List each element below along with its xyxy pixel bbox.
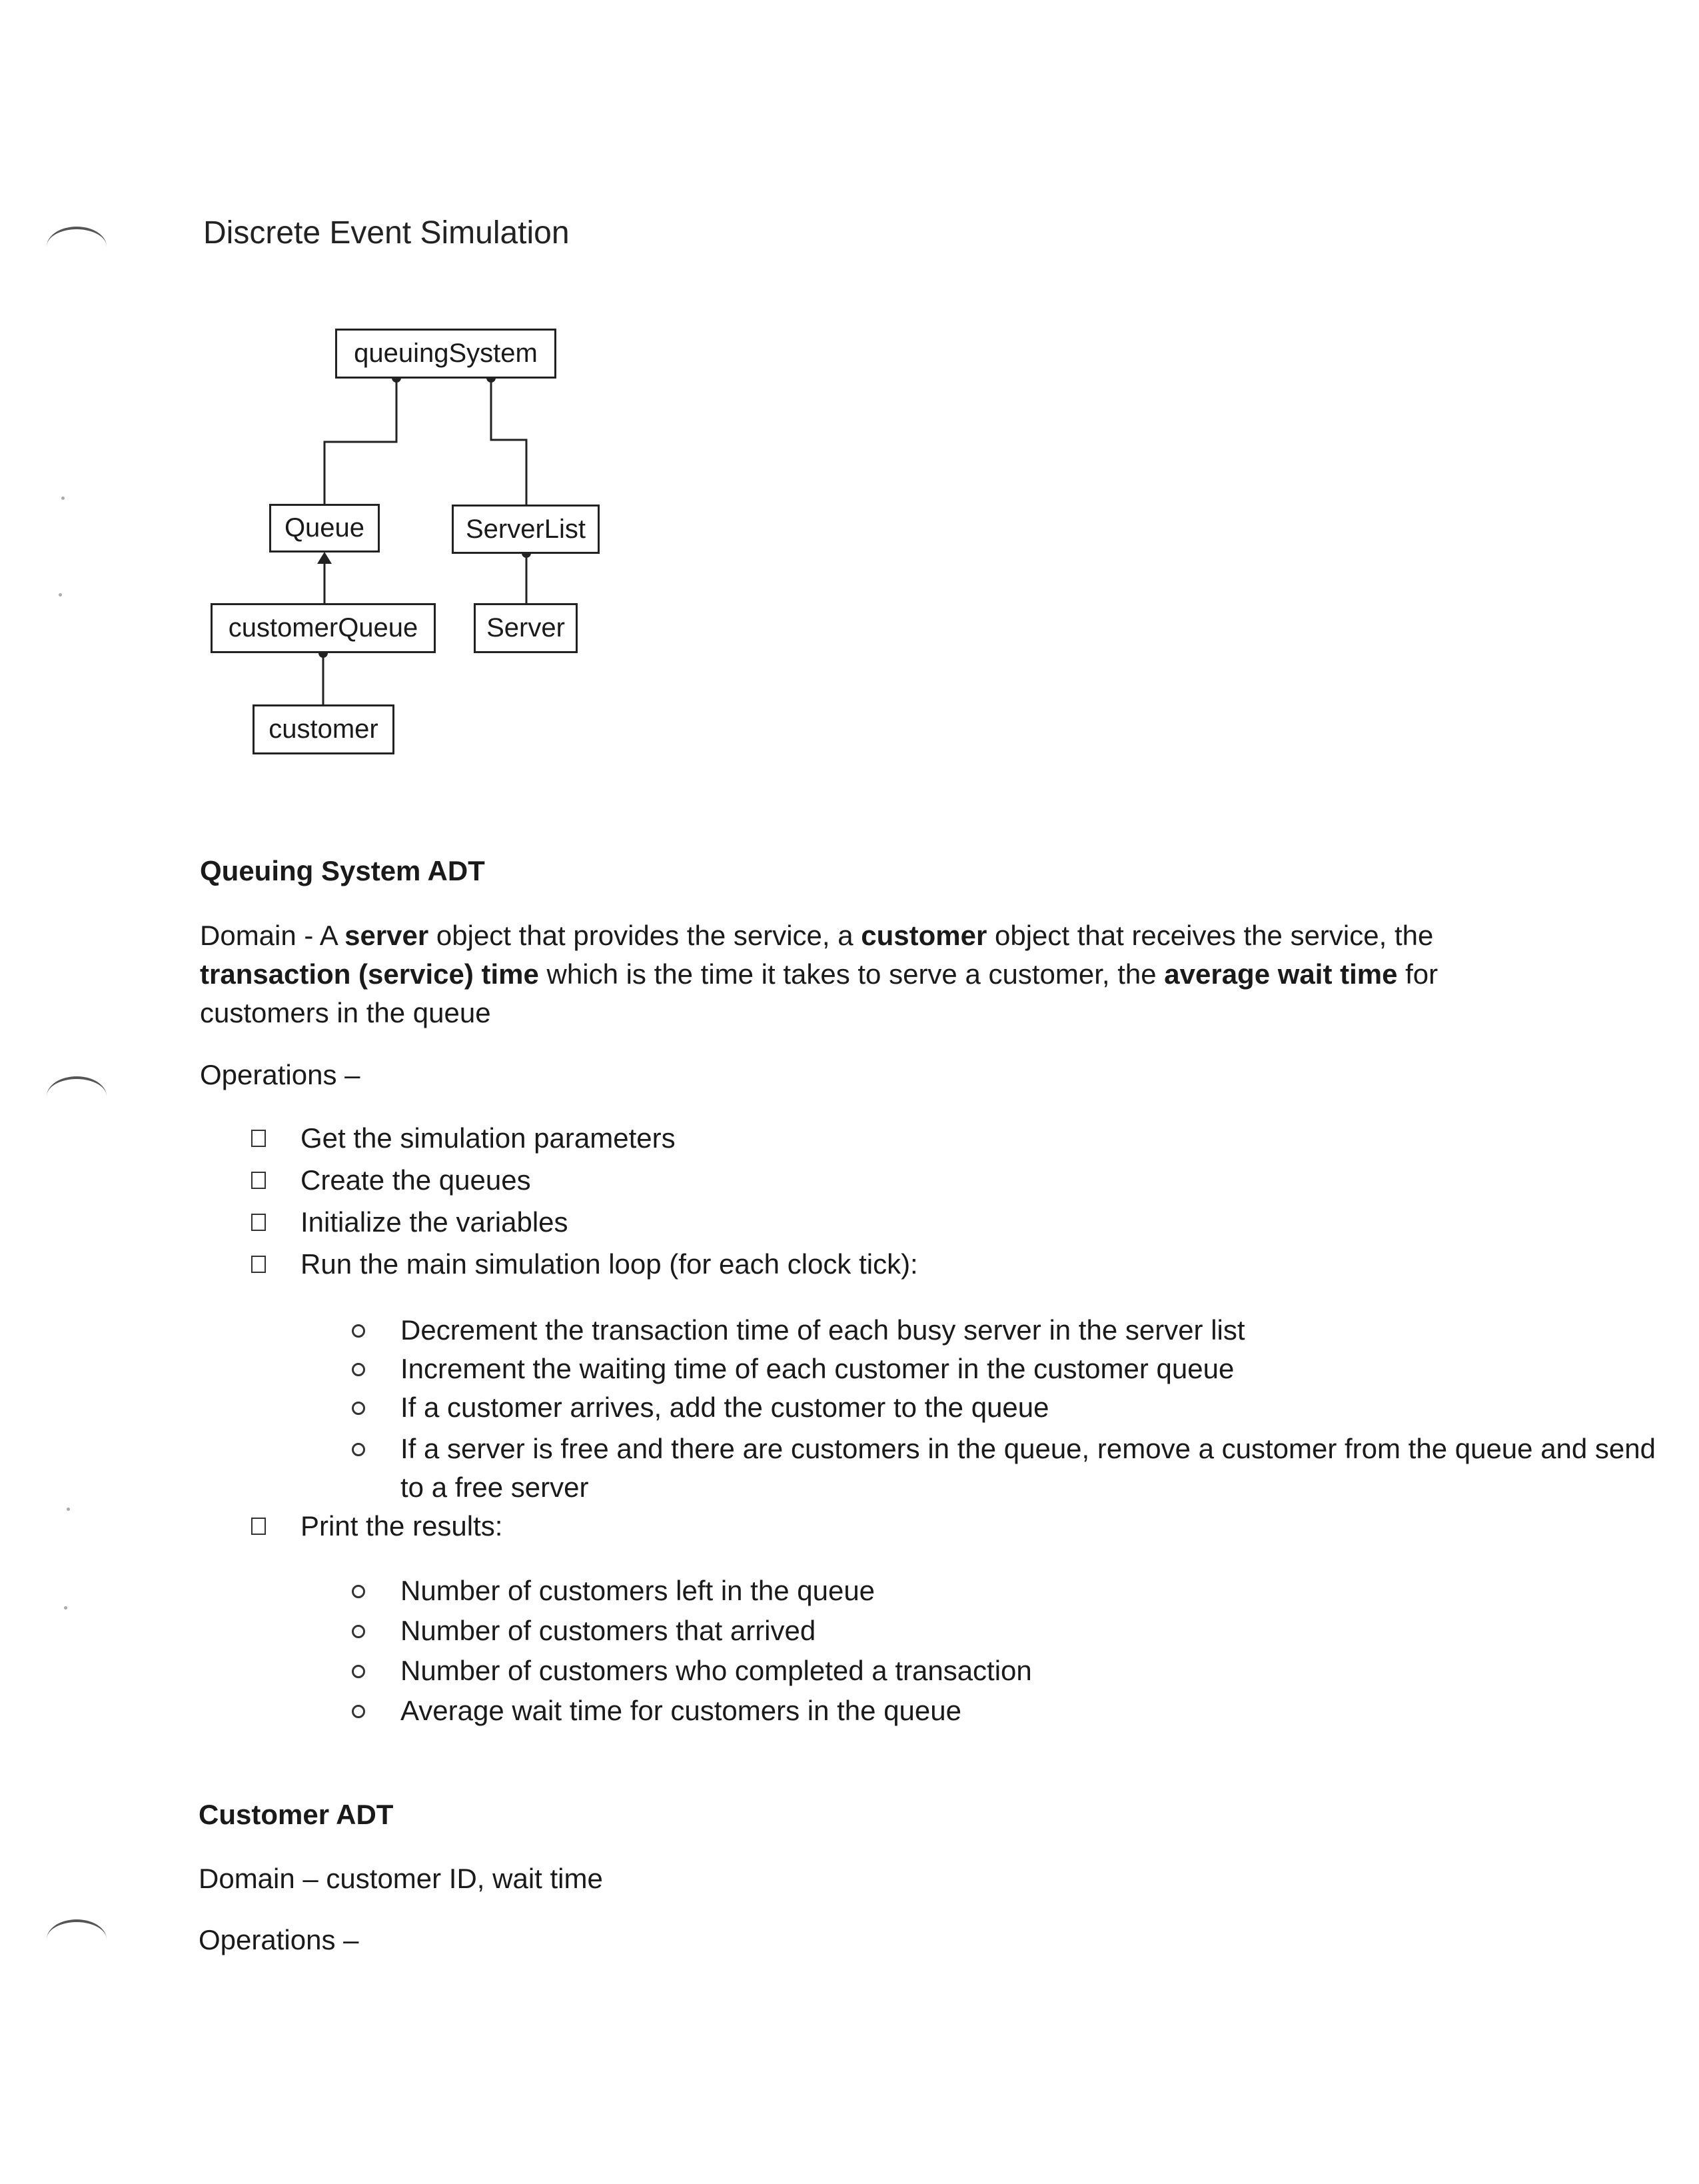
circle-bullet-icon (352, 1363, 365, 1376)
domain-term-server: server (344, 920, 429, 951)
domain-text: which is the time it takes to serve a customer, the (538, 958, 1165, 990)
class-box-queue: Queue (269, 504, 380, 552)
connector-system-queue (324, 378, 396, 505)
loop-step-text: Decrement the transaction time of each busy server in the server list (400, 1314, 1245, 1346)
circle-bullet-icon (352, 1402, 365, 1415)
queuing-adt-heading: Queuing System ADT (200, 855, 485, 886)
circle-bullet-icon (352, 1443, 365, 1456)
operation-text: Get the simulation parameters (300, 1122, 676, 1154)
circle-bullet-icon (352, 1324, 365, 1338)
circle-bullet-icon (352, 1705, 365, 1718)
square-bullet-icon (251, 1256, 266, 1273)
diagram-connectors (0, 0, 1699, 800)
domain-text: for customers in the queue (200, 958, 1438, 1028)
page-title: Discrete Event Simulation (203, 215, 570, 251)
queuing-adt-domain (200, 916, 1506, 1032)
operation-text: Create the queues (300, 1164, 531, 1196)
class-box-server-list: ServerList (452, 505, 600, 554)
domain-text: object that provides the service, a (428, 920, 861, 951)
binder-hole-2 (47, 1076, 107, 1116)
domain-term-average-wait-time: average wait time (1164, 958, 1398, 990)
customer-adt-operations-label: Operations – (199, 1924, 359, 1955)
domain-term-customer: customer (861, 920, 987, 951)
result-text: Average wait time for customers in the queue (400, 1695, 961, 1726)
connector-system-serverlist (491, 378, 526, 505)
operation-text: Run the main simulation loop (for each clock tick): (300, 1248, 918, 1280)
result-text: Number of customers that arrived (400, 1615, 816, 1646)
class-box-customer: customer (253, 704, 394, 754)
class-box-customer-queue: customerQueue (211, 603, 436, 653)
domain-text: Domain - A (200, 920, 345, 951)
domain-text: object that receives the service, the (987, 920, 1434, 951)
result-text: Number of customers who completed a transaction (400, 1655, 1032, 1686)
operation-text: Initialize the variables (300, 1206, 568, 1238)
inheritance-arrow (317, 552, 332, 564)
loop-step-text: If a customer arrives, add the customer to the queue (400, 1392, 1049, 1423)
circle-bullet-icon (352, 1625, 365, 1638)
queuing-adt-operations-label: Operations – (200, 1059, 360, 1090)
result-text: Number of customers left in the queue (400, 1575, 875, 1606)
binder-hole-3 (47, 1919, 107, 1959)
square-bullet-icon (251, 1214, 266, 1231)
loop-step-text: If a server is free and there are customers in the queue, remove a customer from the queue and send to a free server (400, 1433, 1656, 1503)
class-box-server: Server (474, 603, 578, 653)
domain-term-transaction-time: transaction (service) time (200, 958, 539, 990)
scan-speck (64, 1606, 67, 1610)
scan-speck (67, 1508, 70, 1511)
square-bullet-icon (251, 1130, 266, 1147)
print-results-label: Print the results: (300, 1510, 503, 1542)
loop-step-text: Increment the waiting time of each customer in the customer queue (400, 1353, 1235, 1384)
circle-bullet-icon (352, 1585, 365, 1598)
customer-adt-domain: Domain – customer ID, wait time (199, 1863, 603, 1894)
class-box-queuing-system: queuingSystem (335, 329, 556, 379)
square-bullet-icon (251, 1172, 266, 1189)
customer-adt-heading: Customer ADT (199, 1799, 394, 1830)
square-bullet-icon (251, 1518, 266, 1535)
circle-bullet-icon (352, 1665, 365, 1678)
